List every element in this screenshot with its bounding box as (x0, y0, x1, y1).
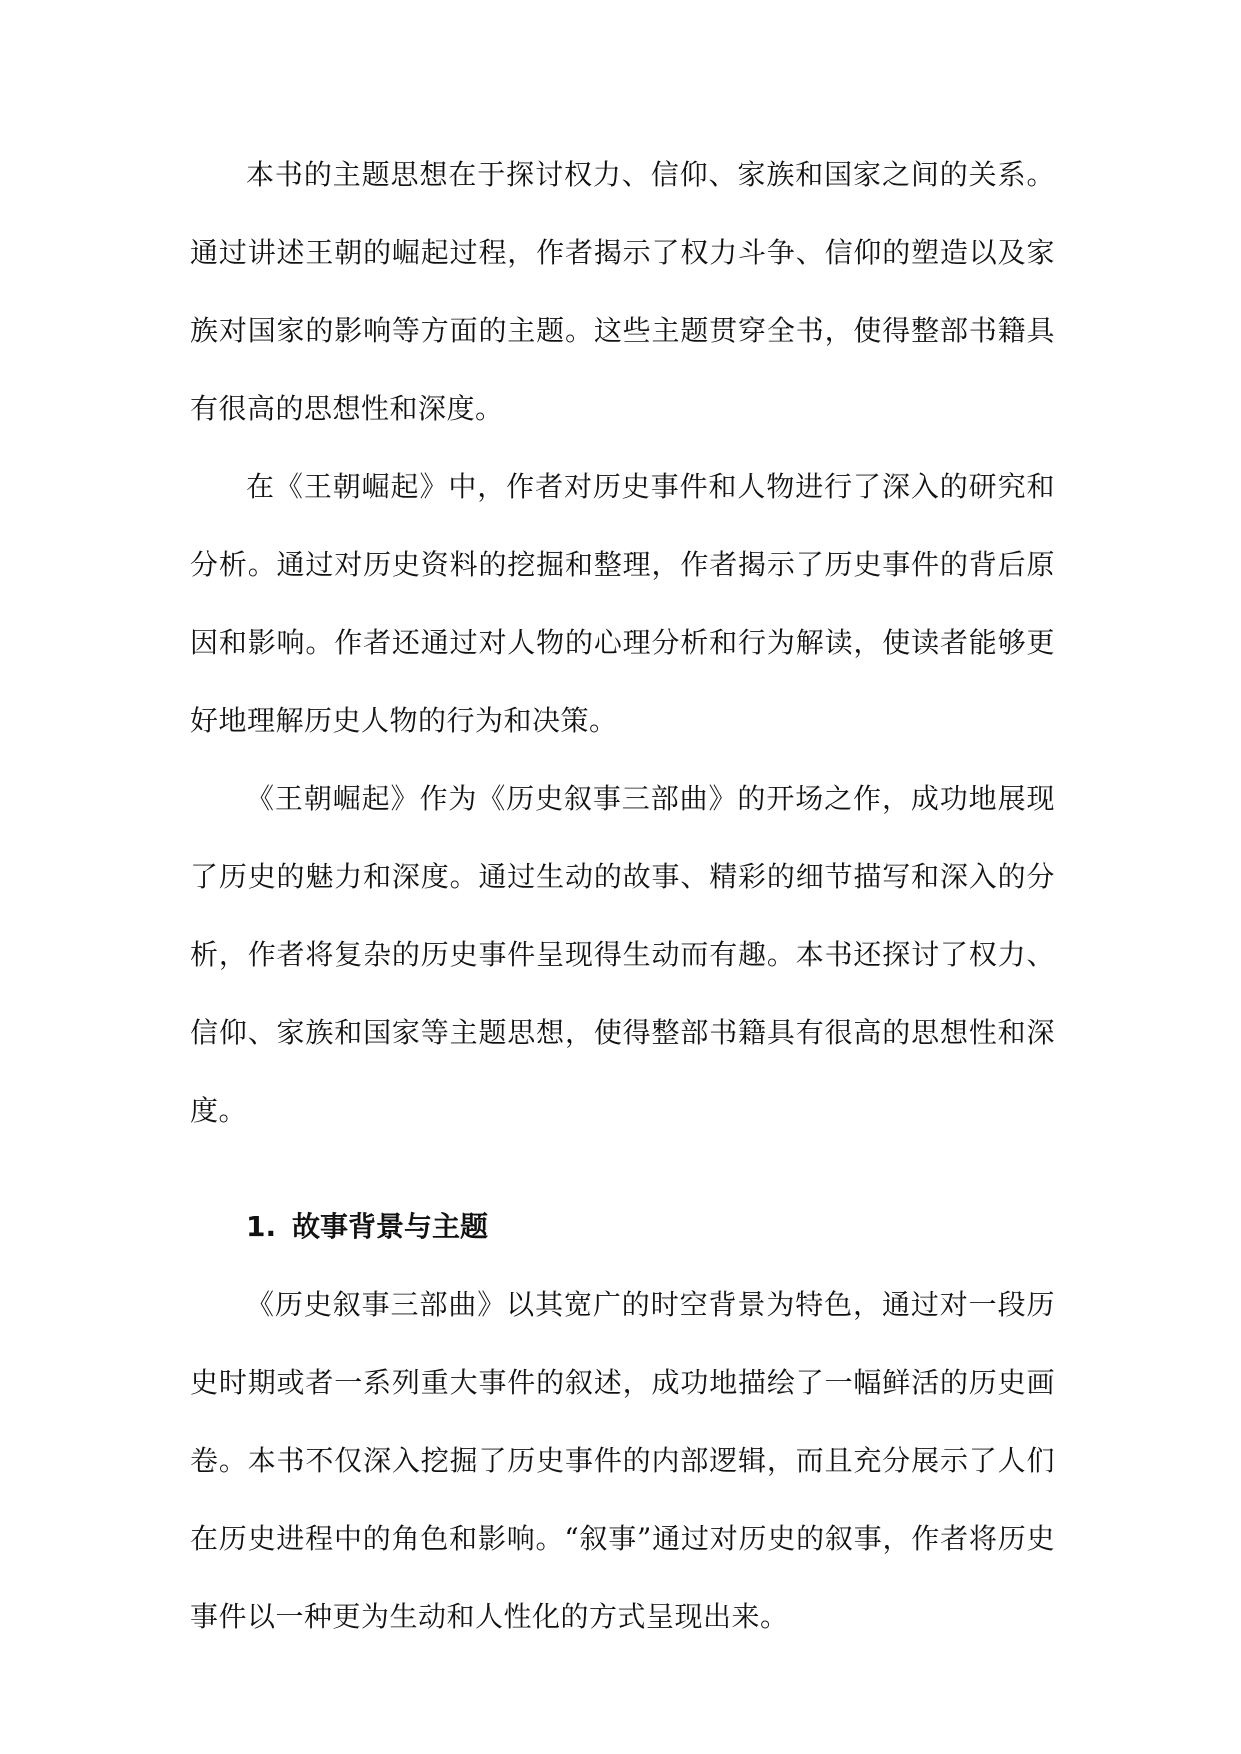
paragraph-themes: 本书的主题思想在于探讨权力、信仰、家族和国家之间的关系。通过讲述王朝的崛起过程，作者揭示了权力斗争、信仰的塑造以及家族对国家的影响等方面的主题。这些主题贯穿全书，使得整部书籍具有很高的思想性和深度。 (190, 158, 1055, 425)
paragraph-analysis: 在《王朝崛起》中，作者对历史事件和人物进行了深入的研究和分析。通过对历史资料的挖掘和整理，作者揭示了历史事件的背后原因和影响。作者还通过对人物的心理分析和行为解读，使读者能够更好地理解历史人物的行为和决策。 (190, 470, 1055, 737)
section-heading (190, 1188, 1055, 1266)
document-body (190, 136, 1055, 1656)
section-title: 故事背景与主题 (292, 1210, 489, 1243)
paragraph-summary: 《王朝崛起》作为《历史叙事三部曲》的开场之作，成功地展现了历史的魅力和深度。通过生动的故事、精彩的细节描写和深入的分析，作者将复杂的历史事件呈现得生动而有趣。本书还探讨了权力、信仰、家族和国家等主题思想，使得整部书籍具有很高的思想性和深度。 (190, 782, 1055, 1127)
paragraph-background: 《历史叙事三部曲》以其宽广的时空背景为特色，通过对一段历史时期或者一系列重大事件的叙述，成功地描绘了一幅鲜活的历史画卷。本书不仅深入挖掘了历史事件的内部逻辑，而且充分展示了人们在历史进程中的角色和影响。“叙事”通过对历史的叙事，作者将历史事件以一种更为生动和人性化的方式呈现出来。 (190, 1288, 1055, 1633)
section-number: 1. (246, 1210, 277, 1243)
